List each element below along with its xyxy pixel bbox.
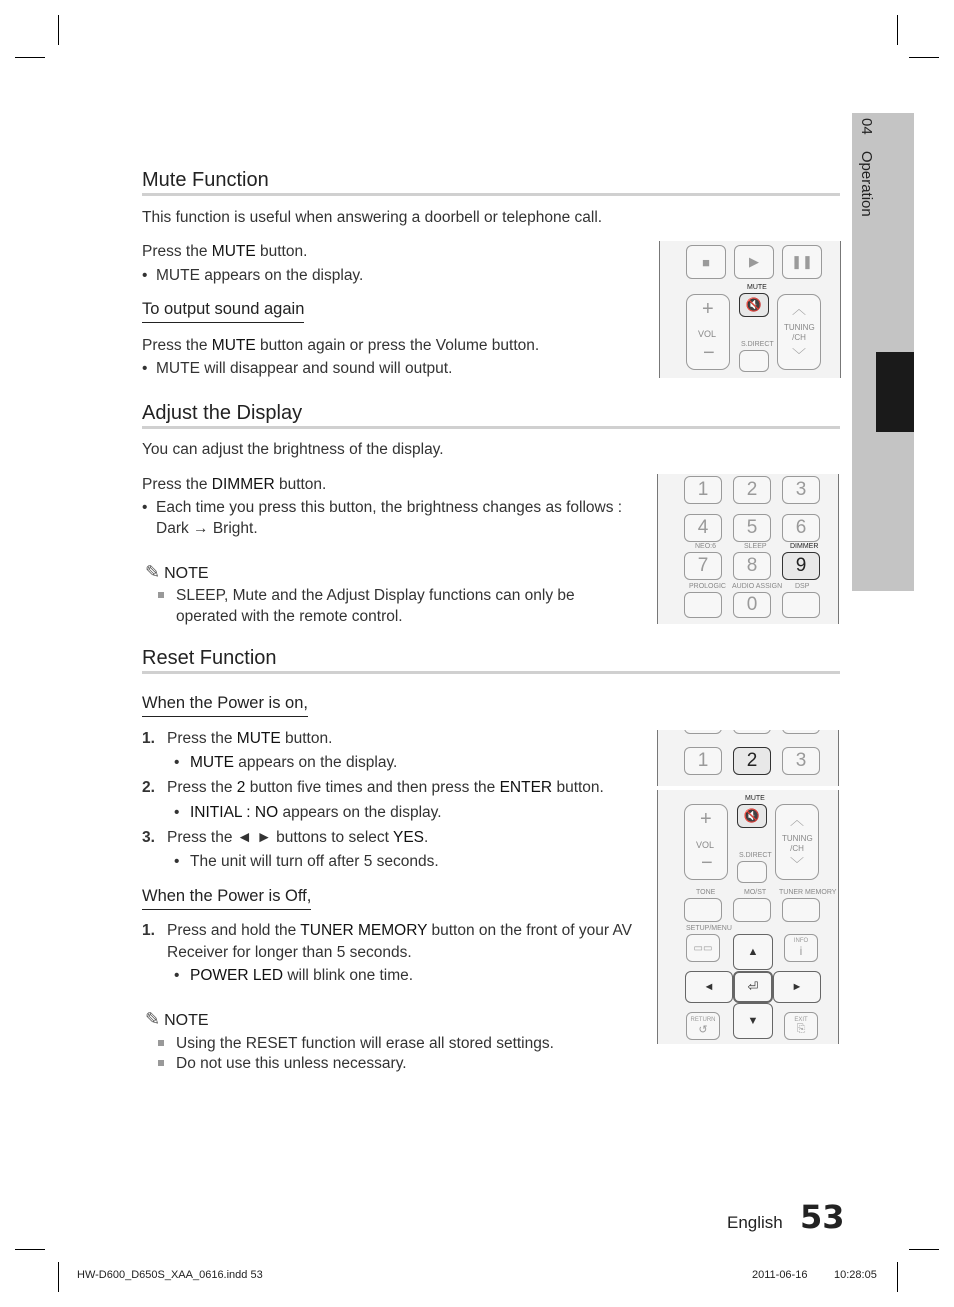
power-off-heading: When the Power is Off, [142,887,311,910]
text: Press the [167,779,237,796]
bullet-text: MUTE will disappear and sound will output. [156,360,453,377]
footer-filename: HW-D600_D650S_XAA_0616.indd 53 [77,1269,263,1281]
dsp-button [782,592,820,618]
top-button [782,730,820,734]
text: button on the front of your AV [427,922,632,939]
sdirect-label: S.DIRECT [739,852,772,859]
crop-mark [909,57,939,58]
step-number: 1. [142,730,155,747]
neo6-label: NEO:6 [695,543,717,550]
note-text: Do not use this unless necessary. [176,1055,407,1072]
setup-menu-label: SETUP/MENU [686,925,732,932]
minus-icon: − [701,852,713,874]
remote-illustration-numpad [657,474,839,624]
mute-button: 🔇 [739,293,769,317]
tuner-memory-button [782,898,820,922]
remote-illustration-mute [659,241,841,378]
note-heading [145,562,209,583]
dsp-label: DSP [795,583,810,590]
display-intro: You can adjust the brightness of the display. [142,441,444,458]
power-on-heading: When the Power is on, [142,694,308,717]
key-name: TUNER MEMORY [300,922,428,939]
text: . [424,829,429,846]
key-6-button: 6 [782,514,820,542]
bullet-text: Each time you press this button, the brightness changes as follows : [156,499,623,516]
key-2-button: 2 [733,747,771,775]
key-name: INITIAL : NO [190,804,279,821]
info-icon: i [799,944,803,958]
text: button. [552,779,604,796]
text: button. [255,243,308,260]
output-sound-bullet: • MUTE will disappear and sound will output. [142,360,453,377]
bullet-text: appears on the display. [278,804,442,821]
text: button. [280,730,333,747]
enter-button: ⏎ [733,971,773,1003]
sleep-label: SLEEP [744,543,767,550]
return-label: RETURN [690,1016,716,1023]
pencil-icon: ✎ [145,1009,161,1029]
bullet-text: appears on the display. [233,754,398,771]
step-3-bullet: • The unit will turn off after 5 seconds. [174,853,439,870]
bullet-text: The unit will turn off after 5 seconds. [190,853,439,870]
key-2-button: 2 [733,476,771,504]
prologic-button [684,592,722,618]
tuner-memory-label: TUNER MEMORY [779,889,837,896]
text: button five times and then press the [245,779,500,796]
output-sound-instruction [142,335,539,356]
exit-label: EXIT [794,1016,808,1023]
tuning-label: TUNING /CH [782,834,813,853]
sdirect-label: S.DIRECT [741,341,774,348]
step-number: 1. [142,922,155,939]
dimmer-label: DIMMER [790,543,819,550]
most-label: MO/ST [744,889,767,896]
mute-intro: This function is useful when answering a doorbell or telephone call. [142,209,603,226]
tuning-label: TUNING /CH [784,323,815,342]
key-name: MUTE [190,754,234,771]
off-step-1-bullet: • POWER LED will blink one time. [174,967,414,984]
remote-illustration-key2 [657,730,839,786]
reset-heading: Reset Function [142,647,277,669]
step-number: 3. [142,829,155,846]
up-button: ▲ [733,934,773,970]
text: Press the [142,243,212,260]
stop-button: ■ [686,245,726,279]
top-button [684,730,722,734]
display-bullet-cont: Dark → Bright. [156,520,258,537]
note-label: NOTE [164,565,209,582]
plus-icon: + [700,808,712,830]
mute-instruction [142,241,307,262]
text: Press the [142,337,212,354]
key-name: YES [392,829,424,846]
bullet-text: MUTE appears on the display. [156,267,364,284]
section-rule [142,671,840,674]
mute-button: 🔇 [737,804,767,828]
return-button [686,1012,720,1040]
crop-mark [58,1262,59,1292]
text: button again or press the Volume button. [255,337,540,354]
note-item-cont: operated with the remote control. [176,608,403,625]
key-1-button: 1 [684,747,722,775]
mute-label: MUTE [747,284,767,291]
key-5-button: 5 [733,514,771,542]
key-7-button: 7 [684,552,722,580]
text: Press the ◄ ► buttons to select [167,829,393,846]
audio-assign-label: AUDIO ASSIGN [732,583,783,590]
off-step-1-cont: Receiver for longer than 5 seconds. [167,944,412,961]
note-label: NOTE [164,1012,209,1029]
note-heading [145,1009,209,1030]
key-name: ENTER [499,779,553,796]
crop-mark [58,15,59,45]
display-bullet: • Each time you press this button, the brightness changes as follows : [142,499,623,516]
step-number: 2. [142,779,155,796]
key-name: MUTE [211,243,256,260]
key-name: DIMMER [211,476,275,493]
minus-icon: − [703,342,715,364]
mute-bullet: • MUTE appears on the display. [142,267,364,284]
key-name: MUTE [236,730,281,747]
vol-label: VOL [698,329,717,339]
sdirect-button [737,861,767,883]
output-sound-heading: To output sound again [142,300,304,323]
text: button. [274,476,327,493]
mute-heading: Mute Function [142,169,269,191]
remote-illustration-navigation [657,790,839,1044]
crop-mark [15,1249,45,1250]
top-button [733,730,771,734]
tone-label: TONE [696,889,716,896]
display-instruction [142,474,326,495]
chapter-tab-label [855,118,875,278]
chapter-number: 04 [858,118,875,135]
key-name: 2 [236,779,246,796]
text: Press the [167,730,237,747]
dimmer-button: 9 [782,552,820,580]
play-button: ▶ [734,245,774,279]
text: Press and hold the [167,922,301,939]
chevron-down-icon: ﹀ [790,856,804,872]
pencil-icon: ✎ [145,562,161,582]
bullet-text: will blink one time. [283,967,414,984]
key-3-button: 3 [782,747,820,775]
key-8-button: 8 [733,552,771,580]
sdirect-button [739,350,769,372]
down-button: ▼ [733,1003,773,1039]
footer-time: 10:28:05 [834,1269,877,1281]
crop-mark [909,1249,939,1250]
section-rule [142,193,840,196]
pause-button: ❚❚ [782,245,822,279]
most-button [733,898,771,922]
tone-button [684,898,722,922]
key-name: MUTE [211,337,256,354]
step-2-bullet: • INITIAL : NO appears on the display. [174,804,442,821]
note-text: SLEEP, Mute and the Adjust Display functions can only be [176,587,575,604]
display-heading: Adjust the Display [142,402,303,424]
key-name: POWER LED [190,967,284,984]
crop-mark [15,57,45,58]
text: Press the [142,476,212,493]
key-3-button: 3 [782,476,820,504]
mute-label: MUTE [745,795,765,802]
prologic-label: PROLOGIC [689,583,726,590]
setup-menu-button: ▭▭ [686,934,720,962]
exit-button [784,1012,818,1040]
plus-icon: + [702,298,714,320]
chevron-up-icon: ︿ [790,812,804,828]
page-number: 53 [800,1198,845,1236]
key-0-button: 0 [733,592,771,618]
crop-mark [897,1262,898,1292]
footer-date: 2011-06-16 [752,1269,808,1281]
chevron-up-icon: ︿ [792,301,806,317]
left-button: ◄ [685,971,733,1003]
vol-label: VOL [696,840,715,850]
right-button: ► [773,971,821,1003]
section-rule [142,426,840,429]
note-text: Using the RESET function will erase all stored settings. [176,1035,554,1052]
crop-mark [897,15,898,45]
key-4-button: 4 [684,514,722,542]
chapter-title: Operation [858,150,875,217]
chevron-down-icon: ﹀ [792,347,806,363]
exit-icon: ⎘ [796,1022,806,1035]
step-1-bullet: • MUTE appears on the display. [174,754,398,771]
key-1-button: 1 [684,476,722,504]
return-icon: ↺ [698,1023,708,1036]
footer-language: English [727,1213,783,1232]
info-label: INFO [793,938,809,944]
chapter-tab-marker [876,352,914,432]
